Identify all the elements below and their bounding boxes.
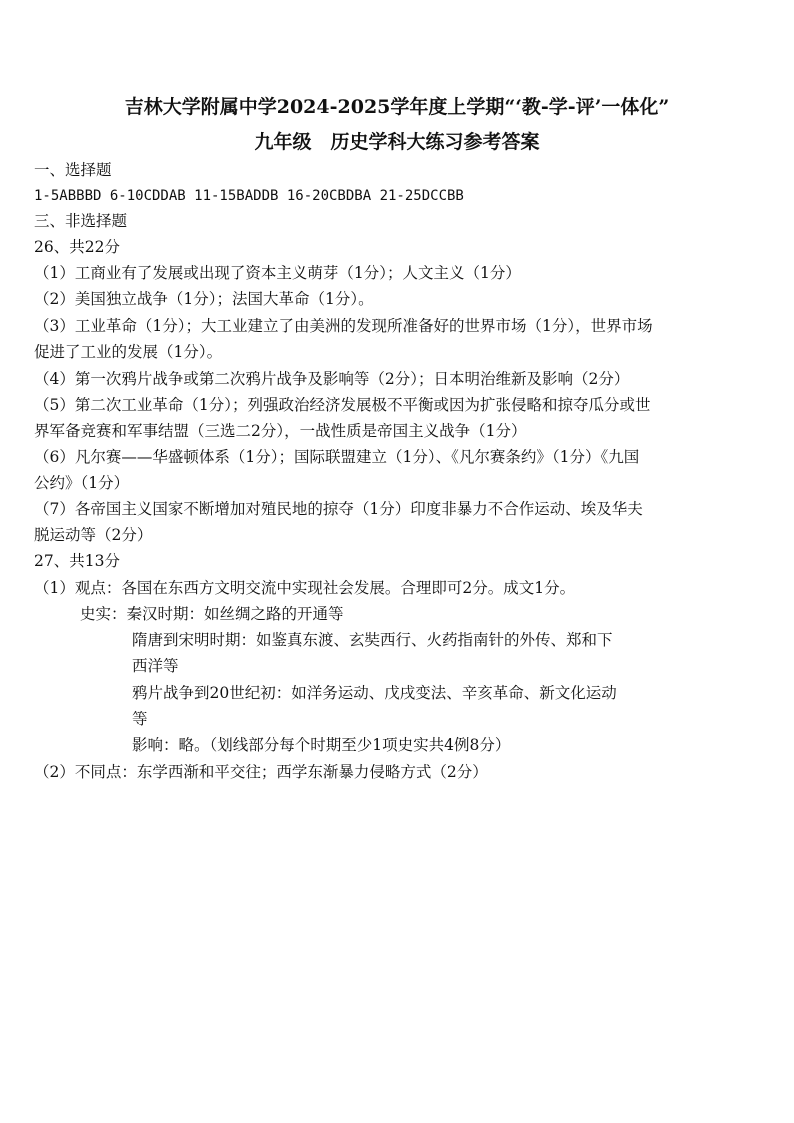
q26-answer-7-line1: （7）各帝国主义国家不断增加对殖民地的掠夺（1分）印度非暴力不合作运动、埃及华夫 [34, 500, 643, 518]
q27-answer-1: （1）观点：各国在东西方文明交流中实现社会发展。合理即可2分。成文1分。 [34, 579, 576, 597]
section-heading-nonchoice: 三、非选择题 [34, 212, 128, 230]
q26-answer-5-line1: （5）第二次工业革命（1分）；列强政治经济发展极不平衡或因为扩张侵略和掠夺瓜分或世 [34, 396, 651, 414]
choice-answers: 1-5ABBBD 6-10CDDAB 11-15BADDB 16-20CBDBA 21-25DCCBB [34, 188, 464, 204]
q27-facts-line3: 西洋等 [132, 657, 179, 675]
q26-answer-7-line2: 脱运动等（2分） [34, 526, 153, 544]
q27-facts-line5: 等 [132, 710, 148, 728]
q26-answer-3-line1: （3）工业革命（1分）；大工业建立了由美洲的发现所准备好的世界市场（1分），世界市场 [34, 317, 653, 335]
q26-answer-4: （4）第一次鸦片战争或第二次鸦片战争及影响等（2分）；日本明治维新及影响（2分） [34, 370, 630, 388]
q27-answer-2: （2）不同点：东学西渐和平交往；西学东渐暴力侵略方式（2分） [34, 763, 488, 781]
q27-facts-line1: 史实：秦汉时期：如丝绸之路的开通等 [80, 605, 344, 623]
q26-answer-1: （1）工商业有了发展或出现了资本主义萌芽（1分）；人文主义（1分） [34, 264, 521, 282]
q26-answer-5-line2: 界军备竞赛和军事结盟（三选二2分），一战性质是帝国主义战争（1分） [34, 422, 527, 440]
q26-answer-3-line2: 促进了工业的发展（1分）。 [34, 343, 223, 361]
document-subtitle: 九年级 历史学科大练习参考答案 [254, 131, 540, 153]
section-heading-choice: 一、选择题 [34, 161, 112, 179]
q26-answer-2: （2）美国独立战争（1分）；法国大革命（1分）。 [34, 290, 374, 308]
q27-impact: 影响：略。（划线部分每个时期至少1项史实共4例8分） [132, 736, 511, 754]
q27-facts-line4: 鸦片战争到20世纪初：如洋务运动、戊戌变法、辛亥革命、新文化运动 [132, 684, 617, 702]
q26-answer-6-line2: 公约》（1分） [34, 474, 130, 492]
q26-answer-6-line1: （6）凡尔赛——华盛顿体系（1分）；国际联盟建立（1分）、《凡尔赛条约》（1分）《九国 [34, 448, 640, 466]
document-title: 吉林大学附属中学2024-2025学年度上学期“‘教-学-评’一体化” [124, 96, 670, 118]
q26-heading: 26、共22分 [34, 238, 120, 256]
q27-facts-line2: 隋唐到宋明时期：如鉴真东渡、玄奘西行、火药指南针的外传、郑和下 [132, 631, 613, 649]
q27-heading: 27、共13分 [34, 552, 120, 570]
